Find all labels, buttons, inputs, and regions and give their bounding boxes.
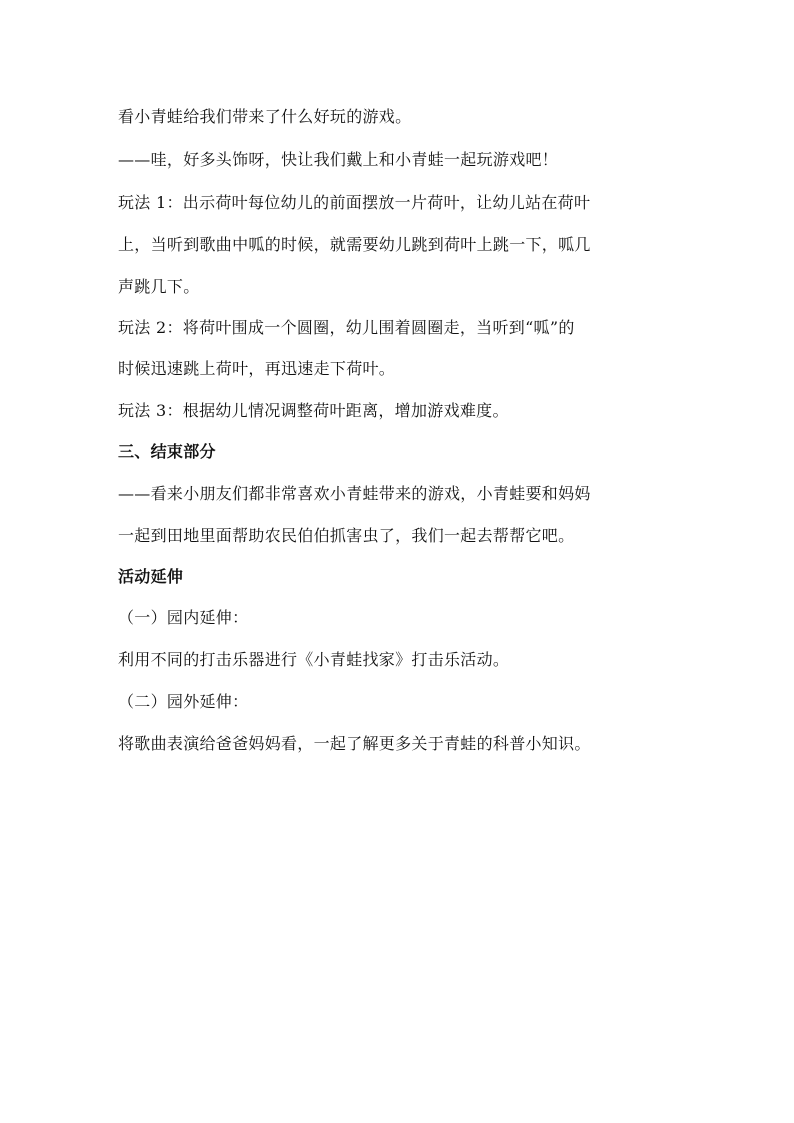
game-rule-2-line-1: 玩法 2：将荷叶围成一个圆圈，幼儿围着圆圈走，当听到“呱”的 <box>118 318 575 337</box>
paragraph-in-school: 利用不同的打击乐器进行《小青蛙找家》打击乐活动。 <box>118 650 510 669</box>
game-rule-1-line-1: 玩法 1：出示荷叶每位幼儿的前面摆放一片荷叶，让幼儿站在荷叶 <box>118 193 591 212</box>
section-heading-extension: 活动延伸 <box>118 567 184 586</box>
game-rule-1-line-2: 上，当听到歌曲中呱的时候，就需要幼儿跳到荷叶上跳一下，呱几 <box>118 235 591 254</box>
game-rule-2-line-2: 时候迅速跳上荷叶，再迅速走下荷叶。 <box>118 359 396 378</box>
paragraph-intro: 看小青蛙给我们带来了什么好玩的游戏。 <box>118 107 412 126</box>
ending-paragraph-line-1: ——看来小朋友们都非常喜欢小青蛙带来的游戏，小青蛙要和妈妈 <box>118 484 591 503</box>
game-rule-3: 玩法 3：根据幼儿情况调整荷叶距离，增加游戏难度。 <box>118 401 509 420</box>
paragraph-out-of-school: 将歌曲表演给爸爸妈妈看，一起了解更多关于青蛙的科普小知识。 <box>118 734 591 753</box>
subheading-in-school: （一）园内延伸： <box>118 608 249 627</box>
ending-paragraph-line-2: 一起到田地里面帮助农民伯伯抓害虫了，我们一起去帮帮它吧。 <box>118 526 575 545</box>
game-rule-1-line-3: 声跳几下。 <box>118 277 200 296</box>
section-heading-ending: 三、结束部分 <box>118 442 216 461</box>
subheading-out-of-school: （二）园外延伸： <box>118 692 249 711</box>
paragraph-headdress: ——哇，好多头饰呀，快让我们戴上和小青蛙一起玩游戏吧！ <box>118 150 559 169</box>
